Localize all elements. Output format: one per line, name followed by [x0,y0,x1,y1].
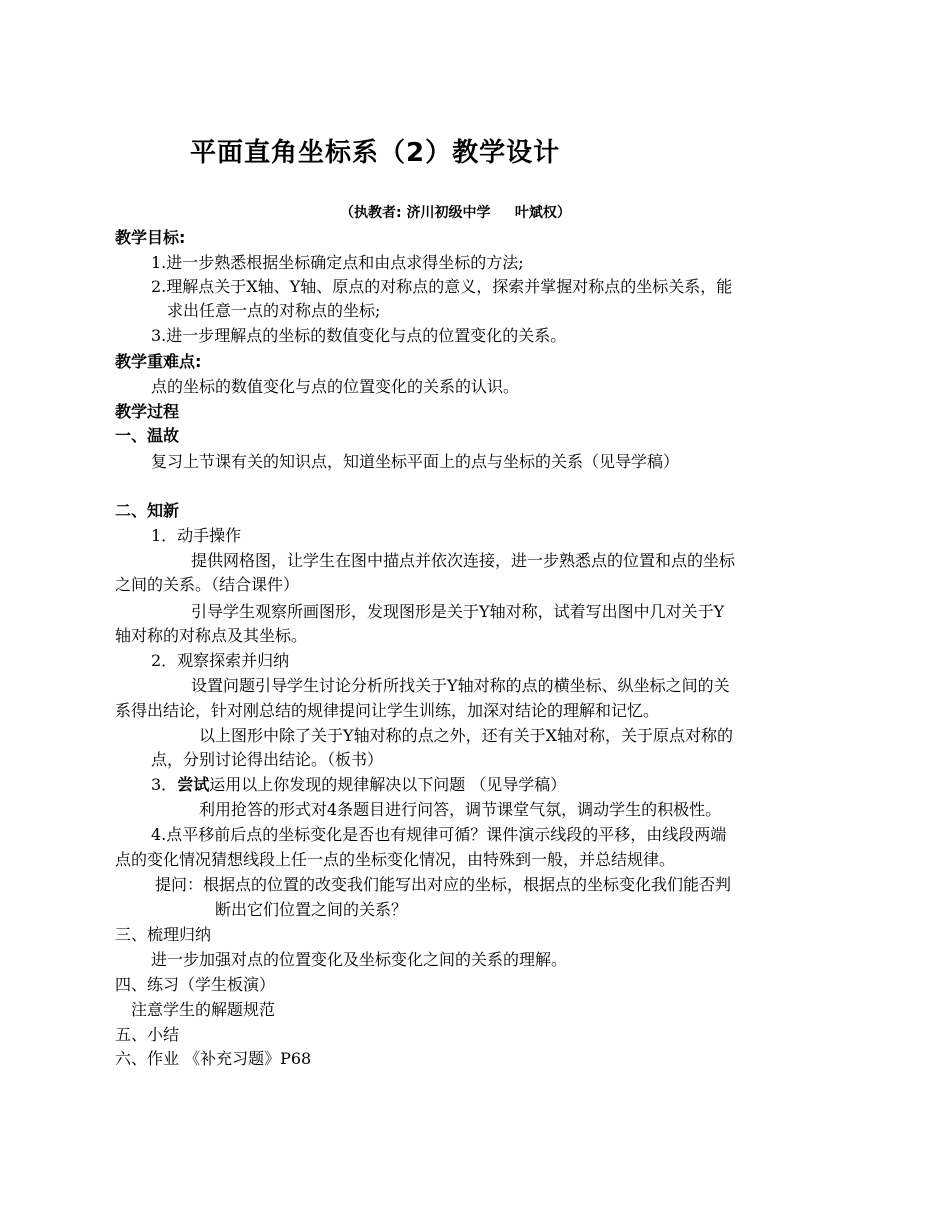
practice-heading: 四、练习（学生板演） [115,975,276,994]
step1-paragraph: 之间的关系。（结合课件） [115,575,300,594]
question-paragraph: 提问：根据点的位置的改变我们能写出对应的坐标，根据点的坐标变化我们能否判 [155,875,732,894]
key-points-heading: 教学重难点: [115,352,202,371]
practice-text: 注意学生的解题规范 [131,1000,276,1019]
step1-paragraph: 引导学生观察所画图形，发现图形是关于Y轴对称，试着写出图中几对关于Y [191,602,725,621]
step4-paragraph: 4.点平移前后点的坐标变化是否也有规律可循？课件演示线段的平移，由线段两端 [151,825,727,844]
step3-paragraph: 利用抢答的形式对4条题目进行问答，调节课堂气氛，调动学生的积极性。 [199,800,722,819]
review-heading: 一、温故 [115,426,180,445]
objectives-heading: 教学目标: [115,228,186,247]
key-points-text: 点的坐标的数值变化与点的位置变化的关系的认识。 [151,377,520,396]
author-line: （执教者: 济川初级中学 叶斌权） [340,205,571,221]
homework-line: 六、作业 《补充习题》P68 [115,1049,312,1068]
step2-paragraph: 点，分别讨论得出结论。（板书） [151,750,384,769]
summary-heading: 三、梳理归纳 [115,925,212,944]
new-knowledge-heading: 二、知新 [115,501,180,520]
objective-item: 求出任意一点的对称点的坐标; [167,301,381,320]
step2-paragraph: 设置问题引导学生讨论分析所找关于Y轴对称的点的横坐标、纵坐标之间的关 [191,676,730,695]
step4-paragraph: 点的变化情况猜想线段上任一点的坐标变化情况，由特殊到一般，并总结规律。 [115,850,676,869]
question-paragraph: 断出它们位置之间的关系？ [215,900,408,919]
step3-text: 运用以上你发现的规律解决以下问题 （见导学稿） [209,775,567,794]
conclusion-heading: 五、小结 [115,1025,180,1044]
page-title: 平面直角坐标系（2）教学设计 [190,138,561,168]
step1-paragraph: 提供网格图，让学生在图中描点并依次连接，进一步熟悉点的位置和点的坐标 [191,551,736,570]
objective-item: 1.进一步熟悉根据坐标确定点和由点求得坐标的方法; [151,253,524,272]
process-heading: 教学过程 [115,402,180,421]
step3-title [151,773,566,797]
step2-title: 2．观察探索并归纳 [151,651,290,670]
step2-paragraph: 以上图形中除了关于Y轴对称的点之外，还有关于X轴对称，关于原点对称的 [199,726,733,745]
step1-title: 1．动手操作 [151,526,242,545]
objective-item: 3.进一步理解点的坐标的数值变化与点的位置变化的关系。 [151,326,567,345]
objective-item: 2.理解点关于X轴、Y轴、原点的对称点的意义，探索并掌握对称点的坐标关系，能 [151,277,733,296]
step1-paragraph: 轴对称的对称点及其坐标。 [115,626,308,645]
review-text: 复习上节课有关的知识点，知道坐标平面上的点与坐标的关系（见导学稿） [151,452,680,471]
summary-text: 进一步加强对点的位置变化及坐标变化之间的关系的理解。 [151,950,568,969]
step3-keyword: 尝试 [177,775,210,794]
step2-paragraph: 系得出结论，针对刚总结的规律提问让学生训练，加深对结论的理解和记忆。 [115,701,660,720]
step3-number: 3． [151,775,178,794]
